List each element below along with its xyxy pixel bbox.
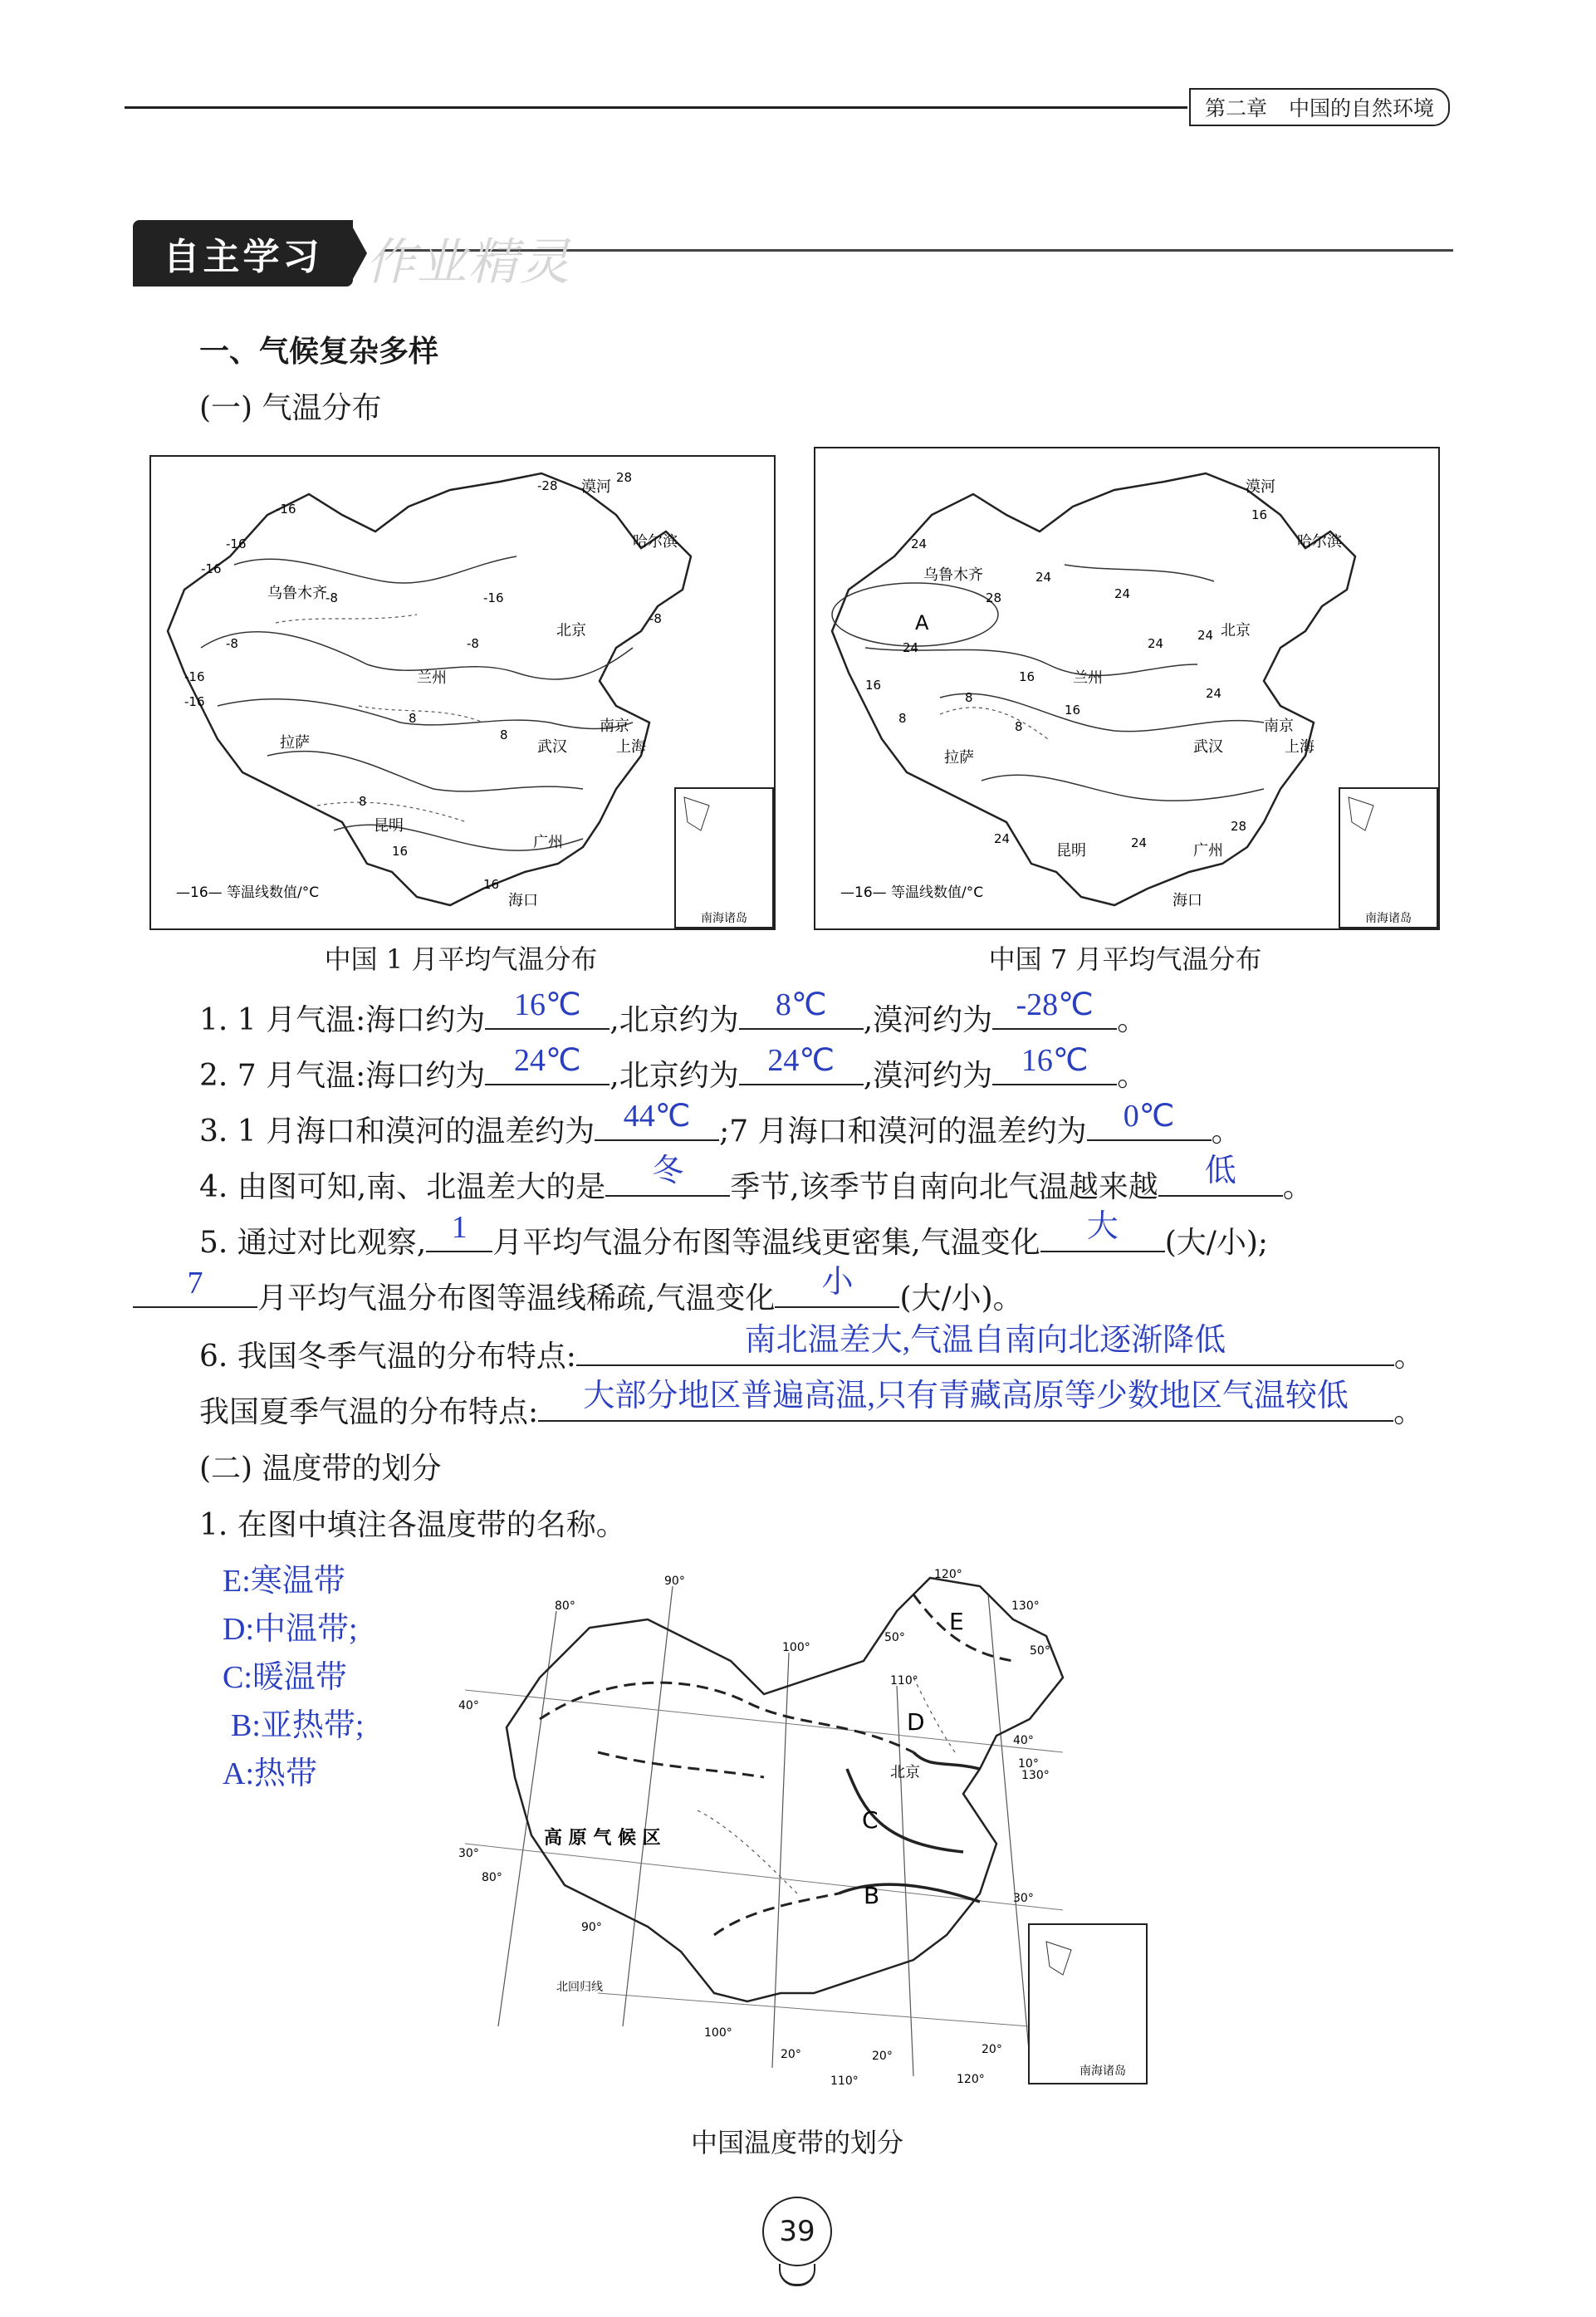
jan-map-caption: 中国 1 月平均气温分布 xyxy=(324,943,598,975)
zone-parallel: 10° xyxy=(1018,1757,1039,1771)
q6-answer-1: 南北温差大,气温自南向北逐渐降低 xyxy=(744,1323,1226,1358)
jul-city: 广州 xyxy=(1193,842,1223,860)
chapter-number: 第二章 xyxy=(1204,96,1267,120)
jan-isotherm: -16 xyxy=(276,502,296,517)
page-number-stand xyxy=(779,2264,815,2286)
jan-isotherm: -8 xyxy=(326,590,338,605)
zone-tropic-label: 北回归线 xyxy=(556,1981,603,1994)
question-6-line-2 xyxy=(199,1379,1424,1431)
zone-parallel: 50° xyxy=(1030,1644,1050,1658)
zone-parallel: 40° xyxy=(1013,1734,1034,1747)
jul-city: 漠河 xyxy=(1246,478,1275,496)
jul-isotherm: 8 xyxy=(1015,719,1023,734)
q5-mid3: 月平均气温分布图等温线稀疏,气温变化 xyxy=(257,1281,776,1315)
jul-inset-label: 南海诸岛 xyxy=(1365,912,1412,925)
jan-isotherm: -16 xyxy=(184,694,205,709)
jul-isotherm: 24 xyxy=(903,640,919,655)
jul-isotherm: 24 xyxy=(1206,686,1222,701)
q2-blank-1[interactable] xyxy=(485,1043,610,1085)
q4-answer-1: 冬 xyxy=(652,1154,684,1188)
jul-isotherm: 16 xyxy=(1019,669,1035,684)
q3-mid1: ;7 月海口和漠河的温差约为 xyxy=(719,1114,1087,1149)
q5-answer-3: 7 xyxy=(187,1266,203,1301)
part1-subheading: (一) 气温分布 xyxy=(199,391,382,425)
q5-blank-2[interactable] xyxy=(1040,1209,1165,1252)
q2-prefix: 2. 7 月气温:海口约为 xyxy=(199,1059,486,1093)
question-1 xyxy=(199,987,1148,1039)
zone-meridian: 130° xyxy=(1011,1599,1040,1613)
jan-isotherm: 8 xyxy=(359,794,367,809)
temperature-zone-map xyxy=(448,1561,1163,2093)
q5-answer-4: 小 xyxy=(821,1265,854,1300)
q6-end1: 。 xyxy=(1393,1340,1424,1374)
jul-isotherm: 28 xyxy=(1231,819,1247,834)
zone-parallel: 130° xyxy=(1021,1769,1050,1782)
zone-plateau-label: 高 原 气 候 区 xyxy=(544,1828,661,1849)
zone-parallel: 20° xyxy=(872,2050,893,2063)
q4-prefix: 4. 由图可知,南、北温差大的是 xyxy=(199,1170,606,1204)
part1-heading: 一、气候复杂多样 xyxy=(199,335,439,369)
jan-city: 昆明 xyxy=(374,817,404,835)
jul-city: 海口 xyxy=(1173,892,1202,909)
q2-end: 。 xyxy=(1117,1059,1148,1093)
q6-end2: 。 xyxy=(1393,1395,1424,1429)
q1-prefix: 1. 1 月气温:海口约为 xyxy=(199,1003,486,1037)
jan-isotherm: -16 xyxy=(184,669,205,684)
zone-map-caption: 中国温度带的划分 xyxy=(690,2127,903,2158)
q5-mid1: 月平均气温分布图等温线更密集,气温变化 xyxy=(492,1226,1040,1260)
q5-blank-3[interactable] xyxy=(133,1266,257,1308)
chapter-title: 中国的自然环境 xyxy=(1289,96,1435,120)
jul-city: 拉萨 xyxy=(944,749,974,767)
zone-meridian: 90° xyxy=(664,1575,685,1588)
q2-answer-2: 24℃ xyxy=(767,1043,835,1078)
q6-prefix2: 我国夏季气温的分布特点: xyxy=(199,1395,539,1429)
jul-city: 上海 xyxy=(1285,738,1314,756)
q2-blank-2[interactable] xyxy=(739,1043,864,1085)
q2-blank-3[interactable] xyxy=(992,1043,1117,1085)
q5-blank-4[interactable] xyxy=(775,1265,899,1308)
jan-isotherm: -16 xyxy=(483,590,504,605)
question-2 xyxy=(199,1043,1148,1095)
jul-map-caption: 中国 7 月平均气温分布 xyxy=(988,943,1262,975)
jul-label-a: A xyxy=(915,611,929,634)
q5-prefix: 5. 通过对比观察, xyxy=(199,1226,427,1260)
jul-isotherm: 16 xyxy=(1065,703,1081,718)
q3-answer-2: 0℃ xyxy=(1123,1099,1175,1134)
q5-answer-1: 1 xyxy=(451,1210,468,1245)
zone-parallel: 20° xyxy=(982,2043,1002,2056)
jul-city: 乌鲁木齐 xyxy=(923,566,983,584)
zone-label: C xyxy=(862,1806,879,1834)
jul-isotherm: 16 xyxy=(1251,507,1268,522)
jul-isotherm: 24 xyxy=(1035,570,1052,585)
section-banner: 自主学习 xyxy=(133,220,353,287)
jul-city: 武汉 xyxy=(1193,738,1223,756)
zone-city: 北京 xyxy=(890,1764,920,1781)
jul-isotherm: 8 xyxy=(898,711,907,726)
q2-mid1: ,北京约为 xyxy=(610,1059,739,1093)
page-number: 39 xyxy=(762,2197,832,2266)
jan-isotherm: -8 xyxy=(649,611,662,626)
jan-isotherm: -8 xyxy=(467,636,479,651)
q6-answer-2: 大部分地区普遍高温,只有青藏高原等少数地区气温较低 xyxy=(583,1379,1349,1413)
zone-parallel: 20° xyxy=(781,2048,801,2061)
jul-isotherm: 24 xyxy=(994,831,1011,846)
jan-inset-label: 南海诸岛 xyxy=(701,912,747,925)
jul-temperature-map xyxy=(814,447,1440,930)
zone-meridian: 110° xyxy=(890,1674,918,1688)
jan-city: 乌鲁木齐 xyxy=(267,585,327,602)
jul-isotherm: 24 xyxy=(1114,586,1131,601)
jan-city: 哈尔滨 xyxy=(633,533,678,551)
zone-parallel: 50° xyxy=(884,1631,905,1644)
question-5-line-1 xyxy=(199,1209,1269,1261)
q5-answer-2: 大 xyxy=(1086,1209,1119,1244)
q2-mid2: ,漠河约为 xyxy=(863,1059,993,1093)
jan-city: 拉萨 xyxy=(280,734,310,752)
jul-isotherm: 24 xyxy=(1131,835,1148,850)
zone-meridian: 120° xyxy=(957,2073,985,2086)
q4-end: 。 xyxy=(1282,1170,1313,1204)
part2-subheading: (二) 温度带的划分 xyxy=(199,1452,442,1486)
jul-map-legend: —16— 等温线数值/°C xyxy=(840,884,984,901)
jul-inset-south-sea xyxy=(1339,787,1438,928)
chapter-tab xyxy=(1189,88,1450,126)
zone-parallel: 30° xyxy=(458,1847,479,1860)
jul-isotherm: 28 xyxy=(986,590,1002,605)
q5-mid2: (大/小); xyxy=(1164,1226,1269,1260)
jan-city: 海口 xyxy=(508,892,538,909)
jan-inset-south-sea xyxy=(674,787,774,928)
jan-isotherm: -16 xyxy=(226,536,247,551)
q3-end: 。 xyxy=(1211,1114,1241,1149)
zone-parallel: 40° xyxy=(458,1699,479,1712)
jan-isotherm: 16 xyxy=(483,877,500,892)
jan-city: 漠河 xyxy=(581,478,611,496)
jan-map-legend: —16— 等温线数值/°C xyxy=(176,884,320,901)
jan-city: 南京 xyxy=(600,718,629,735)
q1-blank-2[interactable] xyxy=(739,987,864,1030)
q1-answer-3: -28℃ xyxy=(1016,987,1094,1022)
zone-label: D xyxy=(907,1708,925,1736)
q1-blank-3[interactable] xyxy=(992,987,1117,1030)
q4-answer-2: 低 xyxy=(1204,1154,1236,1188)
q3-prefix: 3. 1 月海口和漠河的温差约为 xyxy=(199,1114,595,1149)
jul-city: 南京 xyxy=(1264,718,1294,735)
q1-end: 。 xyxy=(1117,1003,1148,1037)
jul-city: 兰州 xyxy=(1073,669,1103,687)
jul-isotherm: 24 xyxy=(1197,628,1214,643)
q1-answer-1: 16℃ xyxy=(513,987,581,1022)
q1-mid1: ,北京约为 xyxy=(610,1003,739,1037)
q6-blank-2[interactable] xyxy=(538,1379,1393,1422)
jul-isotherm: 16 xyxy=(865,678,882,693)
handwritten-answer: E:寒温带 xyxy=(223,1564,345,1599)
jul-isotherm: 24 xyxy=(911,536,928,551)
handwritten-answer: A:热带 xyxy=(223,1756,318,1791)
jan-city: 北京 xyxy=(556,622,586,639)
jan-isotherm: -8 xyxy=(226,636,238,651)
jan-isotherm: -16 xyxy=(201,561,222,576)
zone-inset-label: 南海诸岛 xyxy=(1080,2065,1126,2078)
q4-blank-2[interactable] xyxy=(1158,1154,1283,1197)
zone-parallel: 30° xyxy=(1013,1892,1034,1905)
q3-blank-1[interactable] xyxy=(595,1099,719,1141)
q5-end: (大/小)。 xyxy=(899,1281,1023,1315)
part2-question-1: 1. 在图中填注各温度带的名称。 xyxy=(199,1508,626,1542)
jan-isotherm: 8 xyxy=(500,727,508,742)
q3-answer-1: 44℃ xyxy=(623,1099,691,1134)
q4-mid1: 季节,该季节自南向北气温越来越 xyxy=(730,1170,1158,1204)
zone-label: E xyxy=(949,1608,964,1635)
jan-isotherm: 8 xyxy=(409,711,417,726)
jan-city: 上海 xyxy=(616,738,646,756)
jan-isotherm: 28 xyxy=(616,470,633,485)
handwritten-answer: D:中温带; xyxy=(223,1612,358,1647)
question-5-line-2 xyxy=(133,1265,1023,1317)
zone-meridian: 120° xyxy=(934,1568,962,1581)
jul-isotherm: 24 xyxy=(1148,636,1164,651)
jul-city: 北京 xyxy=(1221,622,1251,639)
jul-city: 昆明 xyxy=(1056,842,1086,860)
q1-blank-1[interactable] xyxy=(485,987,610,1030)
jul-isotherm: 8 xyxy=(965,690,973,705)
handwritten-answer: C:暖温带 xyxy=(223,1660,347,1695)
jan-city: 武汉 xyxy=(537,738,567,756)
q2-answer-3: 16℃ xyxy=(1021,1043,1089,1078)
header-rule xyxy=(125,106,1187,109)
q3-blank-2[interactable] xyxy=(1087,1099,1212,1141)
jan-isotherm: 16 xyxy=(392,844,409,859)
zone-meridian: 80° xyxy=(555,1599,575,1613)
banner-arrow xyxy=(349,220,367,287)
jan-city: 兰州 xyxy=(417,669,447,687)
watermark: 作业精灵 xyxy=(365,233,571,291)
jan-temperature-map xyxy=(149,455,776,930)
q2-answer-1: 24℃ xyxy=(513,1043,581,1078)
q6-prefix: 6. 我国冬季气温的分布特点: xyxy=(199,1340,576,1374)
q1-mid2: ,漠河约为 xyxy=(863,1003,993,1037)
jan-isotherm: -28 xyxy=(537,478,558,493)
zone-meridian: 100° xyxy=(782,1641,810,1654)
zone-label: B xyxy=(864,1882,880,1909)
zone-meridian: 110° xyxy=(830,2075,859,2088)
zone-meridian: 90° xyxy=(581,1921,602,1934)
zone-inset-south-sea xyxy=(1028,1923,1148,2084)
zone-meridian: 100° xyxy=(704,2026,732,2040)
zone-meridian: 80° xyxy=(482,1871,502,1884)
handwritten-answer: B:亚热带; xyxy=(231,1708,365,1743)
q4-blank-1[interactable] xyxy=(605,1154,730,1197)
jul-city: 哈尔滨 xyxy=(1297,533,1342,551)
q5-blank-1[interactable] xyxy=(426,1210,492,1252)
jan-city: 广州 xyxy=(533,834,563,851)
q6-blank-1[interactable] xyxy=(576,1323,1394,1366)
q1-answer-2: 8℃ xyxy=(775,987,827,1022)
